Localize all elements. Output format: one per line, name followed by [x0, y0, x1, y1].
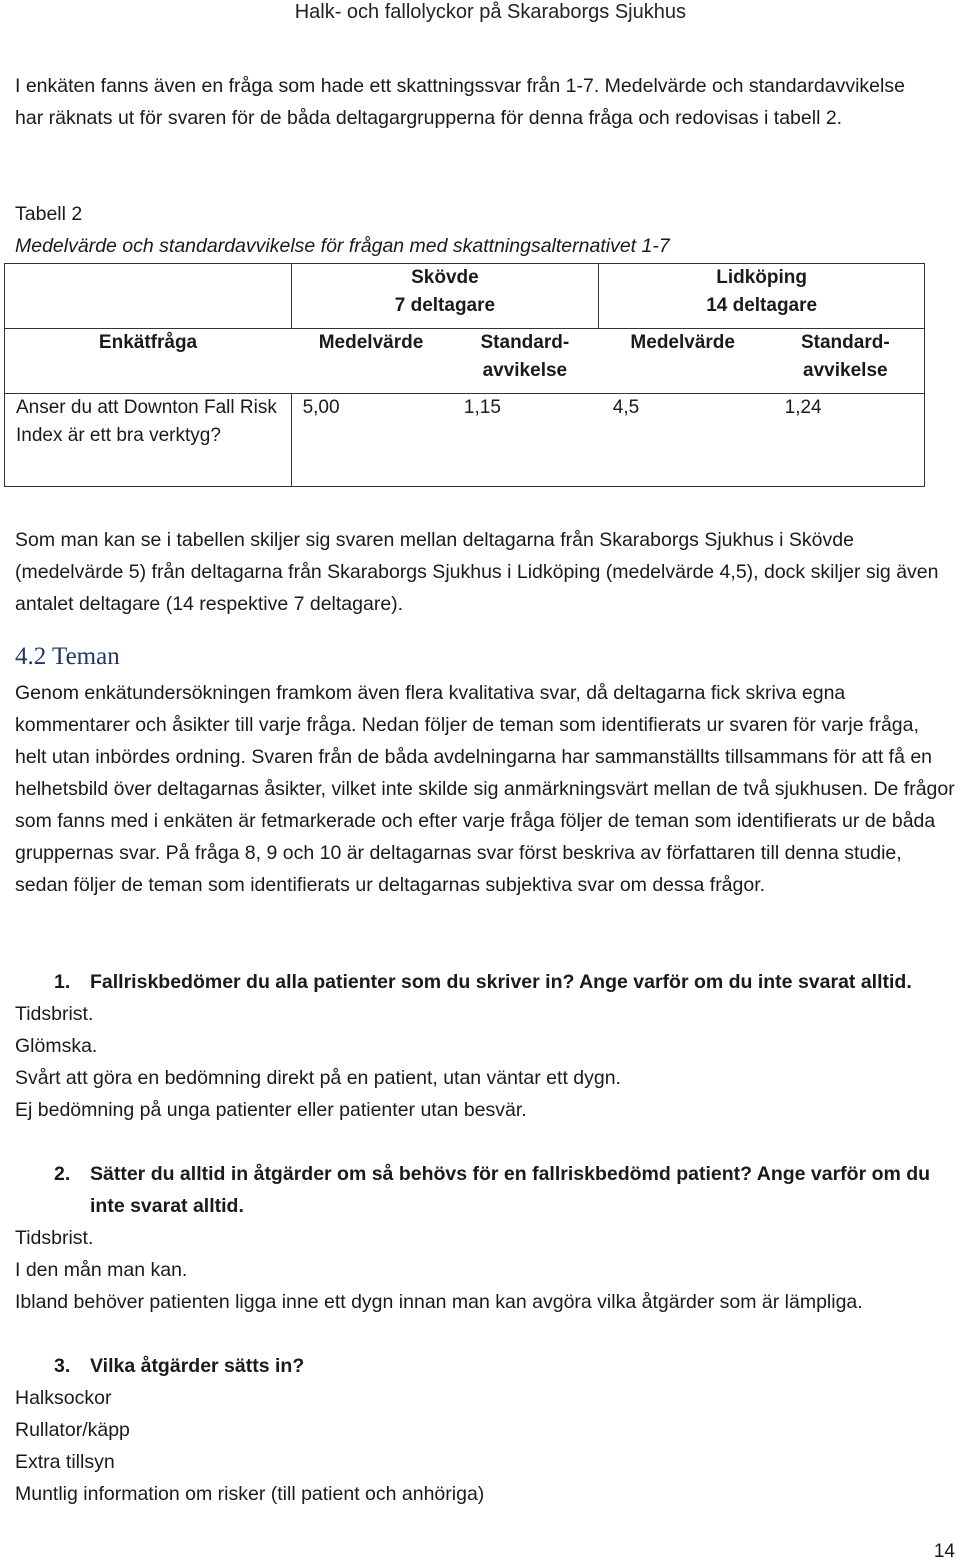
list-item: Glömska.: [15, 1035, 98, 1057]
row-skovde-sd: 1,15: [451, 394, 599, 487]
table-group-header-row: [5, 264, 925, 329]
list-item: Tidsbrist.: [15, 1227, 94, 1249]
table-empty-corner: [5, 264, 292, 329]
header-sd-line1: Standard-: [800, 332, 890, 353]
list-item: Tidsbrist.: [15, 1003, 94, 1025]
list-item: Extra tillsyn: [15, 1451, 115, 1473]
table-column-header-row: [5, 329, 925, 394]
question-number: 2.: [54, 1163, 71, 1185]
header-sd-line2: avvikelse: [803, 360, 888, 381]
answers-2: [15, 1222, 945, 1318]
row-lidkoping-sd: 1,24: [767, 394, 925, 487]
list-item: Muntlig information om risker (till patient och anhöriga): [15, 1483, 485, 1505]
section-heading: 4.2 Teman: [15, 643, 120, 670]
question-1: [54, 966, 954, 998]
running-header: Halk- och fallolyckor på Skaraborgs Sjukhus: [294, 1, 686, 23]
group-lidkoping: [599, 264, 925, 329]
question-text: Fallriskbedömer du alla patienter som du skriver in? Ange varför om du inte svarat alltid.: [90, 971, 912, 993]
group-lidkoping-name: Lidköping: [716, 267, 808, 288]
header-question: Enkätfråga: [5, 329, 292, 394]
row-lidkoping-mean: 4,5: [599, 394, 767, 487]
answers-1: [15, 998, 945, 1126]
results-table: [4, 263, 925, 487]
list-item: Ibland behöver patienten ligga inne ett dygn innan man kan avgöra vilka åtgärder som är lämpliga.: [15, 1291, 863, 1313]
question-text: Sätter du alltid in åtgärder om så behövs för en fallriskbedömd patient? Ange varför om du inte svarat alltid.: [90, 1163, 931, 1217]
list-item: Ej bedömning på unga patienter eller patienter utan besvär.: [15, 1099, 527, 1121]
header-lidkoping-mean: Medelvärde: [599, 329, 767, 394]
question-2: [54, 1158, 954, 1222]
header-sd-line2: avvikelse: [482, 360, 568, 381]
intro-paragraph: I enkäten fanns även en fråga som hade ett skattningssvar från 1-7. Medelvärde och standardavvikelse har räknats ut för svaren för de båda deltagargrupperna för denna fråga och redovisas i tabell 2.: [15, 75, 905, 129]
row-skovde-mean: 5,00: [291, 394, 451, 487]
table-label: Tabell 2: [15, 203, 83, 225]
header-skovde-mean: Medelvärde: [291, 329, 451, 394]
header-sd-line1: Standard-: [480, 332, 570, 353]
group-skovde: [291, 264, 599, 329]
header-lidkoping-sd: [767, 329, 925, 394]
group-skovde-name: Skövde: [411, 267, 479, 288]
list-item: Rullator/käpp: [15, 1419, 130, 1441]
question-number: 3.: [54, 1355, 71, 1377]
group-skovde-count: 7 deltagare: [394, 295, 496, 316]
list-item: Svårt att göra en bedömning direkt på en patient, utan väntar ett dygn.: [15, 1067, 621, 1089]
header-skovde-sd: [451, 329, 599, 394]
table-caption: Medelvärde och standardavvikelse för frågan med skattningsalternativet 1-7: [15, 235, 670, 257]
row-question: Anser du att Downton Fall Risk Index är ett bra verktyg?: [5, 394, 292, 487]
summary-paragraph: Som man kan se i tabellen skiljer sig svaren mellan deltagarna från Skaraborgs Sjukhus i Skövde (medelvärde 5) från deltagarna från Skaraborgs Sjukhus i Lidköping (medelvärde 4,5), dock skiljer sig även antalet deltagare (14 respektive 7 deltagare).: [15, 529, 939, 615]
answers-3: [15, 1382, 945, 1510]
group-lidkoping-count: 14 deltagare: [706, 295, 818, 316]
table-row: [5, 394, 925, 487]
list-item: Halksockor: [15, 1387, 112, 1409]
question-text: Vilka åtgärder sätts in?: [90, 1355, 305, 1377]
question-number: 1.: [54, 971, 71, 993]
list-item: I den mån man kan.: [15, 1259, 188, 1281]
page-number: 14: [933, 1541, 955, 1562]
question-3: [54, 1350, 954, 1382]
section-body: Genom enkätundersökningen framkom även flera kvalitativa svar, då deltagarna fick skriva egna kommentarer och åsikter till varje fråga. Nedan följer de teman som identifierats ur svaren för varje fråga, helt utan inbördes ordning. Svaren från de båda avdelningarna har sammanställts tillsammans för att få en helhetsbild över deltagarnas åsikter, vilket inte skilde sig anmärkningsvärt mellan de två sjukhusen. De frågor som fanns med i enkäten är fetmarkerade och efter varje fråga följer de teman som identifierats ur de båda gruppernas svar. På fråga 8, 9 och 10 är deltagarnas svar först beskriva av författaren till denna studie, sedan följer de teman som identifierats ur deltagarnas subjektiva svar om dessa frågor.: [15, 682, 955, 896]
